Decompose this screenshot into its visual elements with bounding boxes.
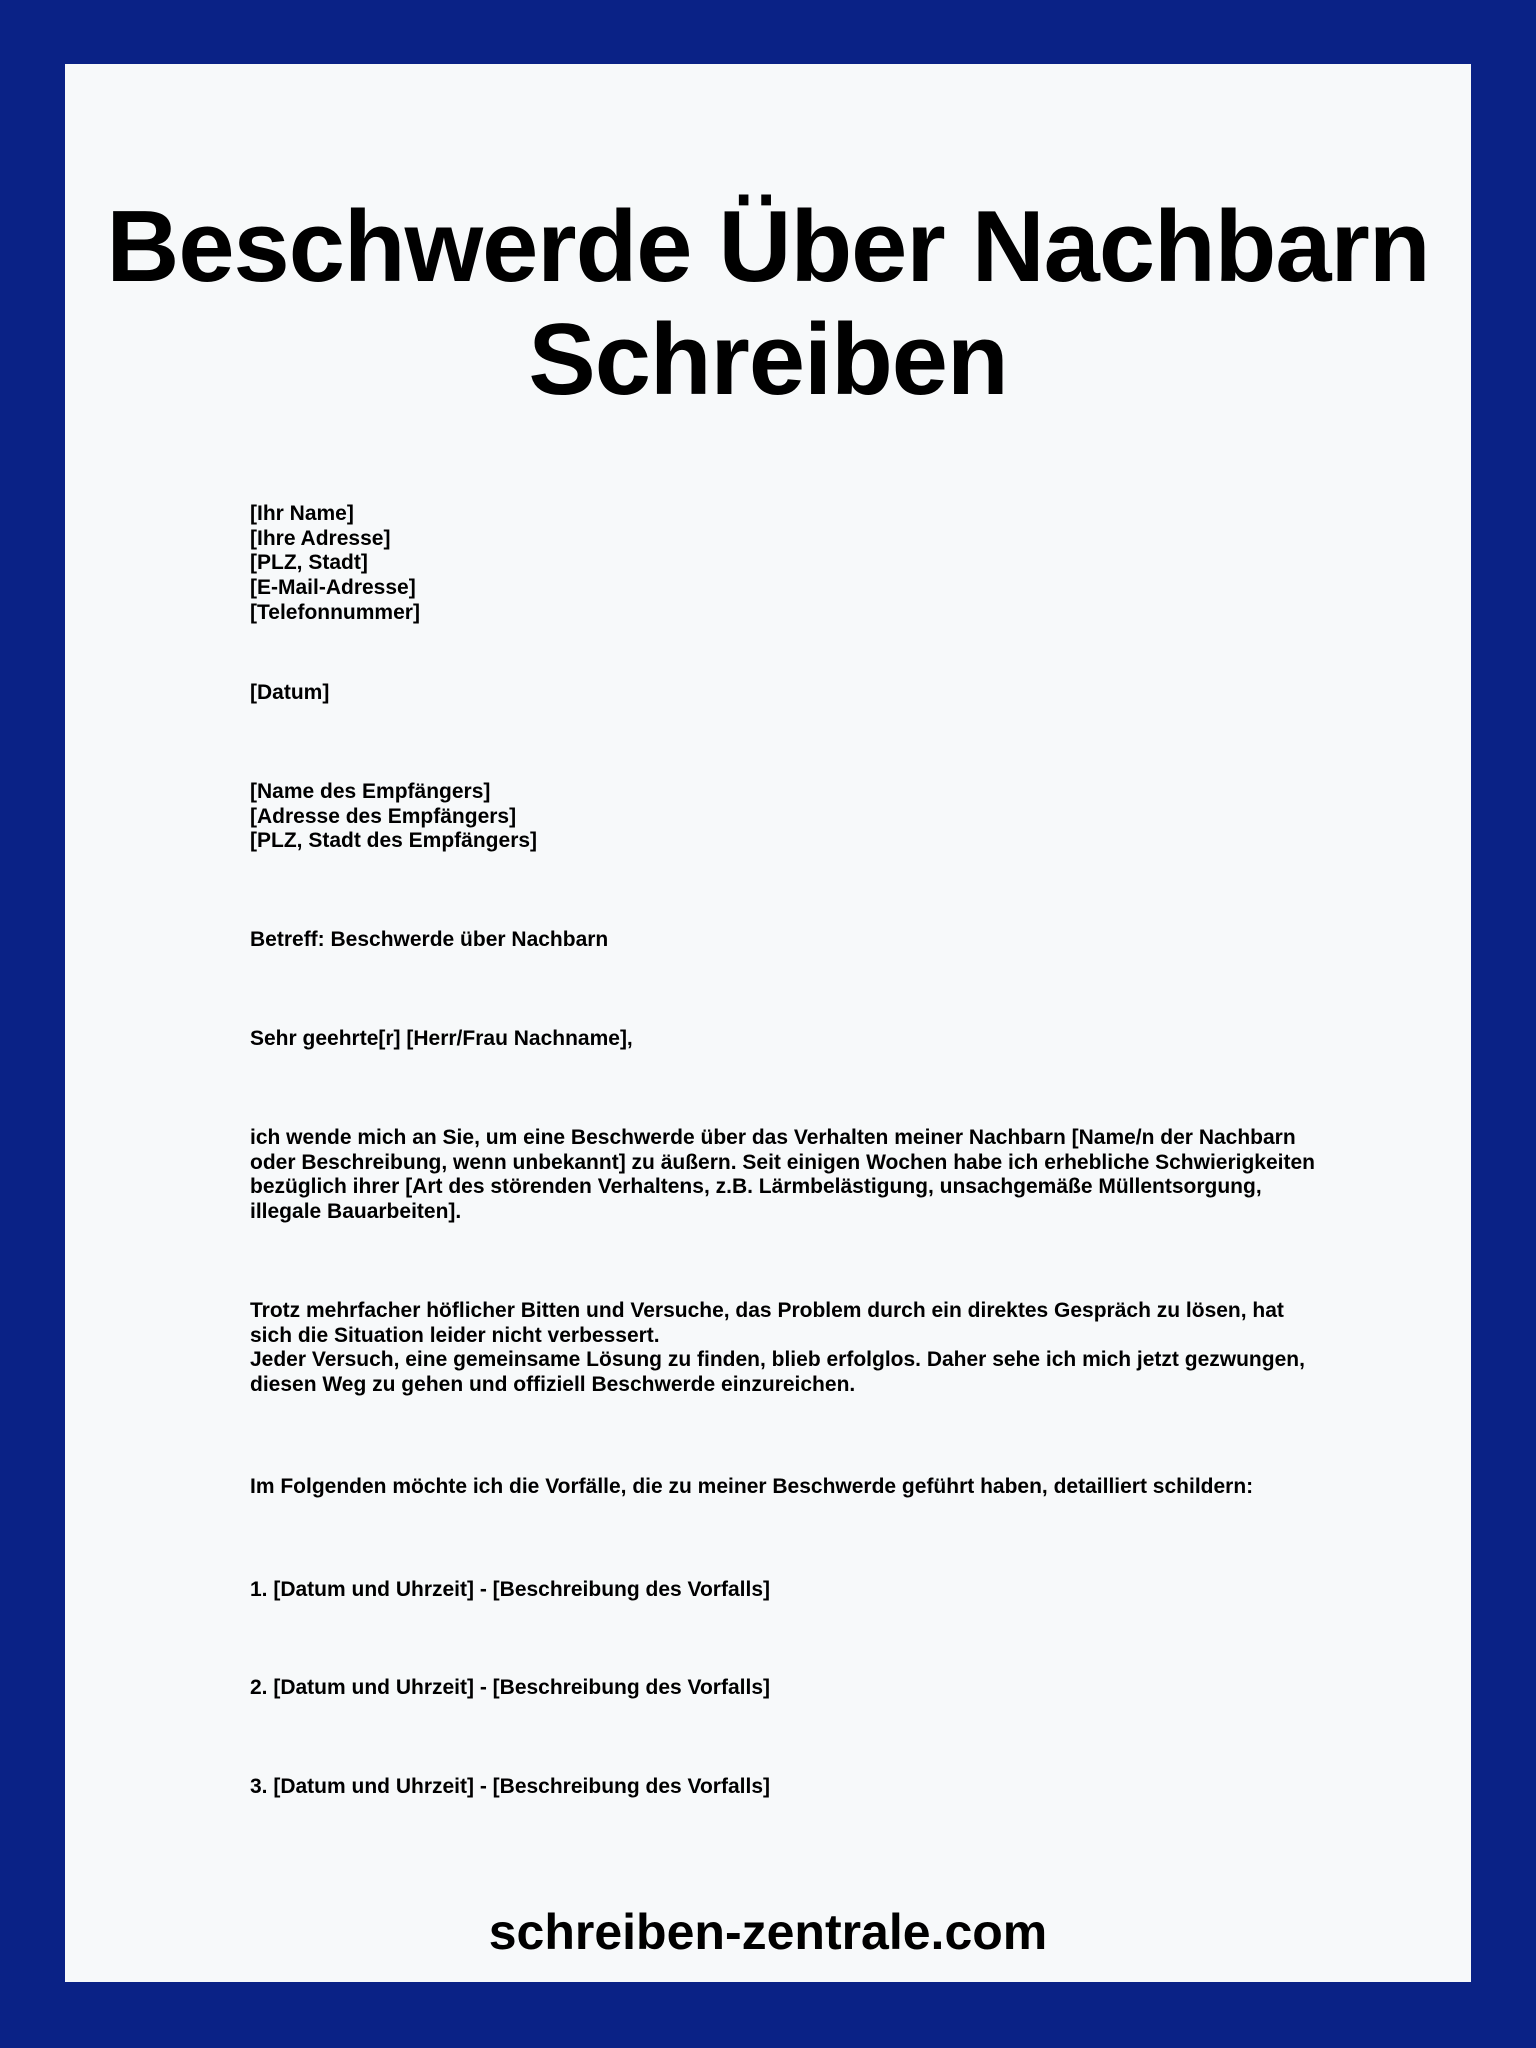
intro-paragraph bbox=[250, 1126, 1315, 1225]
letter-page bbox=[65, 64, 1471, 1982]
sender-phone-line: [Telefonnummer] bbox=[250, 600, 420, 624]
attempts-paragraph-line: diesen Weg zu gehen und offiziell Beschwerde einzureichen. bbox=[250, 1373, 856, 1397]
recipient-address-block bbox=[250, 780, 537, 854]
page-title bbox=[65, 191, 1471, 417]
incident-item-1: 1. [Datum und Uhrzeit] - [Beschreibung des Vorfalls] bbox=[250, 1578, 770, 1601]
attempts-paragraph-line: Trotz mehrfacher höflicher Bitten und Versuche, das Problem durch ein direktes Gespräch zu lösen, hat bbox=[250, 1299, 1284, 1322]
intro-paragraph-line: oder Beschreibung, wenn unbekannt] zu äußern. Seit einigen Wochen habe ich erhebliche Schwierigkeiten bbox=[250, 1150, 1315, 1174]
sender-address-line: [Ihre Adresse] bbox=[250, 526, 391, 550]
page-title-line-1: Beschwerde Über Nachbarn bbox=[106, 191, 1430, 303]
attempts-paragraph-line: Jeder Versuch, eine gemeinsame Lösung zu finden, blieb erfolglos. Daher sehe ich mich jetzt gezwungen, bbox=[250, 1348, 1305, 1372]
attempts-paragraph bbox=[250, 1299, 1305, 1398]
recipient-city-line: [PLZ, Stadt des Empfängers] bbox=[250, 829, 538, 853]
sender-name-line: [Ihr Name] bbox=[250, 502, 354, 525]
recipient-address-line: [Adresse des Empfängers] bbox=[250, 804, 517, 828]
sender-address-block bbox=[250, 502, 420, 626]
salutation-line: Sehr geehrte[r] [Herr/Frau Nachname], bbox=[250, 1027, 633, 1050]
attempts-paragraph-line: sich die Situation leider nicht verbessert. bbox=[250, 1323, 660, 1347]
intro-paragraph-line: ich wende mich an Sie, um eine Beschwerde über das Verhalten meiner Nachbarn [Name/n der Nachbarn bbox=[250, 1126, 1296, 1149]
sender-email-line: [E-Mail-Adresse] bbox=[250, 576, 416, 600]
subject-line: Betreff: Beschwerde über Nachbarn bbox=[250, 928, 609, 951]
incident-item-2: 2. [Datum und Uhrzeit] - [Beschreibung des Vorfalls] bbox=[250, 1676, 770, 1699]
incident-item-3: 3. [Datum und Uhrzeit] - [Beschreibung des Vorfalls] bbox=[250, 1775, 770, 1798]
intro-paragraph-line: illegale Bauarbeiten]. bbox=[250, 1200, 462, 1224]
recipient-name-line: [Name des Empfängers] bbox=[250, 780, 491, 803]
intro-paragraph-line: bezüglich ihrer [Art des störenden Verhaltens, z.B. Lärmbelästigung, unsachgemäße Müllentsorgung, bbox=[250, 1175, 1262, 1199]
page-title-line-2: Schreiben bbox=[528, 304, 1008, 416]
footer-website-text: schreiben-zentrale.com bbox=[488, 1904, 1048, 1960]
incidents-intro-line: Im Folgenden möchte ich die Vorfälle, die zu meiner Beschwerde geführt haben, detailliert schildern: bbox=[250, 1475, 1254, 1498]
date-line: [Datum] bbox=[250, 681, 330, 704]
sender-city-line: [PLZ, Stadt] bbox=[250, 551, 368, 575]
